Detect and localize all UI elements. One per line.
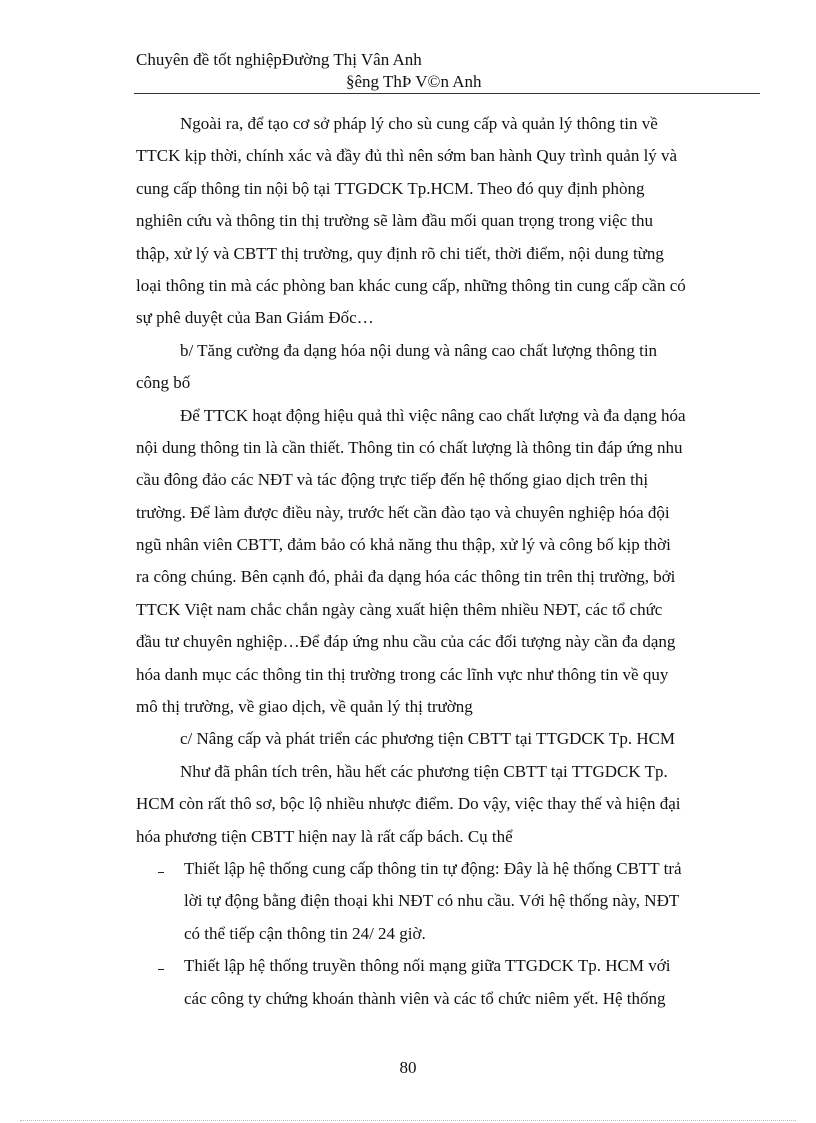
text-line: ngũ nhân viên CBTT, đảm bảo có khả năng thu thập, xử lý và công bố kịp thời [136,535,671,555]
text-line: loại thông tin mà các phòng ban khác cung cấp, những thông tin cung cấp cần có [136,275,686,295]
paragraph [136,400,758,724]
text-line: có thể tiếp cận thông tin 24/ 24 giờ. [184,923,426,943]
text-line: TTCK Việt nam chắc chắn ngày càng xuất hiện thêm nhiều NĐT, các tổ chức [136,599,663,619]
running-header-garbled: §êng ThÞ V©n Anh [346,72,482,91]
text-line: nghiên cứu và thông tin thị trường sẽ làm đầu mối quan trọng trong việc thu [136,211,654,231]
text-line: cầu đông đảo các NĐT và tác động trực tiếp đến hệ thống giao dịch trên thị [136,470,649,490]
page-number: 80 [399,1058,417,1077]
page-border-dotted [20,1120,796,1121]
text-line: Để TTCK hoạt động hiệu quả thì việc nâng cao chất lượng và đa dạng hóa [180,405,686,425]
bullet-item [136,950,758,1015]
section-heading-c [136,723,758,755]
text-line: hóa danh mục các thông tin thị trường trong các lĩnh vực như thông tin về quy [136,664,669,684]
text-line: sự phê duyệt của Ban Giám Đốc… [136,308,374,328]
text-line: thập, xử lý và CBTT thị trường, quy định rõ chi tiết, thời điểm, nội dung từng [136,243,664,263]
text-line: mô thị trường, về giao dịch, về quản lý thị trường [136,697,473,717]
text-line: HCM còn rất thô sơ, bộc lộ nhiều nhược điểm. Do vậy, việc thay thế và hiện đại [136,794,681,814]
text-line: Thiết lập hệ thống cung cấp thông tin tự động: Đây là hệ thống CBTT trả [184,858,682,878]
text-line: cung cấp thông tin nội bộ tại TTGDCK Tp.HCM. Theo đó quy định phòng [136,178,645,198]
text-line: TTCK kịp thời, chính xác và đầy đủ thì nên sớm ban hành Quy trình quản lý và [136,146,678,166]
paragraph [136,756,758,853]
text-line: Ngoài ra, để tạo cơ sở pháp lý cho sù cung cấp và quản lý thông tin về [180,114,658,133]
dash-bullet-icon [136,853,184,885]
text-line: hóa phương tiện CBTT hiện nay là rất cấp bách. Cụ thể [136,826,513,846]
running-header: Chuyên đề tốt nghiệpĐường Thị Vân Anh [136,50,422,69]
bullet-item [136,853,758,950]
text-line: ra công chúng. Bên cạnh đó, phải đa dạng hóa các thông tin trên thị trường, bởi [136,567,676,587]
dash-bullet-icon [136,950,184,982]
paragraph [136,108,758,335]
text-line: các công ty chứng khoán thành viên và các tổ chức niêm yết. Hệ thống [184,988,666,1008]
text-line: b/ Tăng cường đa dạng hóa nội dung và nâng cao chất lượng thông tin [180,340,658,360]
text-line: lời tự động bằng điện thoại khi NĐT có nhu cầu. Với hệ thống này, NĐT [184,891,680,911]
text-line: c/ Nâng cấp và phát triển các phương tiện CBTT tại TTGDCK Tp. HCM [180,729,676,749]
text-line: công bố [136,373,191,393]
text-line: nội dung thông tin là cần thiết. Thông tin có chất lượng là thông tin đáp ứng nhu [136,437,683,457]
text-line: đầu tư chuyên nghiệp…Để đáp ứng nhu cầu của các đối tượng này cần đa dạng [136,632,676,652]
header-rule [134,93,760,94]
text-line: Như đã phân tích trên, hầu hết các phương tiện CBTT tại TTGDCK Tp. [180,761,668,781]
section-heading-b [136,335,758,400]
text-line: trường. Để làm được điều này, trước hết cần đào tạo và chuyên nghiệp hóa đội [136,502,670,522]
text-line: Thiết lập hệ thống truyền thông nối mạng giữa TTGDCK Tp. HCM với [184,956,671,976]
body-text [136,108,758,1015]
